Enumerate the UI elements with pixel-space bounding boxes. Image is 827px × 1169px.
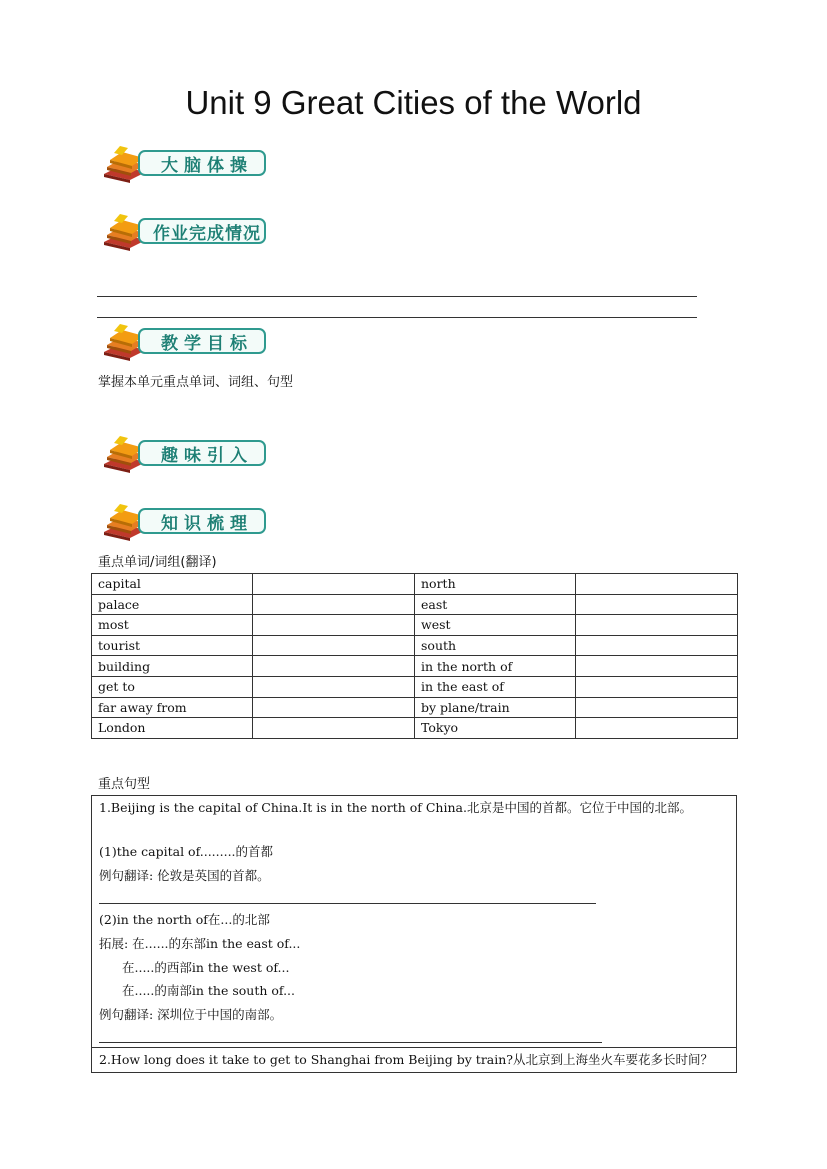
vocab-translation-blank[interactable] (576, 574, 738, 595)
table-row (92, 676, 738, 697)
vocab-translation-blank[interactable] (253, 594, 415, 615)
section-banner-knowledge (100, 502, 272, 542)
vocab-word: building (92, 656, 253, 677)
table-row (92, 697, 738, 718)
vocab-word: in the north of (415, 656, 576, 677)
vocab-word: far away from (92, 697, 253, 718)
vocab-translation-blank[interactable] (253, 656, 415, 677)
extension-2: 在.....的西部in the west of... (122, 960, 290, 975)
sentence-patterns-box (91, 795, 737, 1073)
objectives-text: 掌握本单元重点单词、词组、句型 (98, 375, 294, 390)
vocab-word: London (92, 718, 253, 739)
vocab-translation-blank[interactable] (576, 635, 738, 656)
vocab-word: by plane/train (415, 697, 576, 718)
answer-line[interactable] (99, 1042, 602, 1043)
vocab-word: Tokyo (415, 718, 576, 739)
vocab-translation-blank[interactable] (253, 574, 415, 595)
section-banner-label: 教学目标 (161, 333, 253, 354)
page-title: Unit 9 Great Cities of the World (185, 84, 642, 121)
answer-line (97, 296, 697, 297)
section-banner-label-box (138, 150, 266, 176)
vocab-translation-blank[interactable] (576, 718, 738, 739)
vocab-translation-blank[interactable] (253, 615, 415, 636)
vocab-translation-blank[interactable] (576, 676, 738, 697)
table-row (92, 656, 738, 677)
sentence-1-point-1: (1)the capital of.........的首都 (99, 844, 274, 859)
section-banner-label: 知识梳理 (161, 513, 253, 534)
section-banner-label: 大脑体操 (161, 155, 253, 176)
extension-3: 在.....的南部in the south of... (122, 983, 295, 998)
vocab-heading: 重点单词/词组(翻译) (98, 555, 217, 570)
table-row (92, 615, 738, 636)
table-row (92, 574, 738, 595)
section-banner-label: 趣味引入 (161, 445, 253, 466)
divider (92, 1047, 736, 1048)
vocab-translation-blank[interactable] (253, 718, 415, 739)
vocab-translation-blank[interactable] (576, 656, 738, 677)
vocab-word: east (415, 594, 576, 615)
vocab-word: capital (92, 574, 253, 595)
vocab-translation-blank[interactable] (253, 697, 415, 718)
table-row (92, 718, 738, 739)
answer-line (97, 317, 697, 318)
sentence-1-point-2: (2)in the north of在...的北部 (99, 912, 270, 927)
vocab-word: south (415, 635, 576, 656)
vocab-word: tourist (92, 635, 253, 656)
vocab-word: palace (92, 594, 253, 615)
vocab-table (91, 573, 738, 739)
extension-1: 拓展: 在......的东部in the east of... (99, 936, 301, 951)
section-banner-label-box (138, 508, 266, 534)
vocab-translation-blank[interactable] (253, 635, 415, 656)
vocab-word: west (415, 615, 576, 636)
vocab-word: in the east of (415, 676, 576, 697)
vocab-translation-blank[interactable] (253, 676, 415, 697)
vocab-word: get to (92, 676, 253, 697)
vocab-translation-blank[interactable] (576, 615, 738, 636)
section-banner-objectives (100, 322, 272, 362)
section-banner-label: 作业完成情况 (153, 223, 261, 244)
answer-line[interactable] (99, 903, 596, 904)
vocab-word: most (92, 615, 253, 636)
vocab-translation-blank[interactable] (576, 594, 738, 615)
vocab-translation-blank[interactable] (576, 697, 738, 718)
section-banner-brain-exercise (100, 144, 272, 184)
example-translation-1: 例句翻译: 伦敦是英国的首都。 (99, 868, 270, 883)
sentence-heading: 重点句型 (98, 777, 151, 792)
vocab-word: north (415, 574, 576, 595)
section-banner-label-box (138, 440, 266, 466)
table-row (92, 594, 738, 615)
sentence-1: 1.Beijing is the capital of China.It is in the north of China.北京是中国的首都。它位于中国的北部。 (99, 800, 692, 815)
section-banner-intro (100, 434, 272, 474)
table-row (92, 635, 738, 656)
section-banner-homework (100, 212, 272, 252)
section-banner-label-box (138, 328, 266, 354)
example-translation-2: 例句翻译: 深圳位于中国的南部。 (99, 1007, 283, 1022)
section-banner-label-box (138, 218, 266, 244)
sentence-2: 2.How long does it take to get to Shanghai from Beijing by train?从北京到上海坐火车要花多长时间？ (99, 1052, 714, 1067)
